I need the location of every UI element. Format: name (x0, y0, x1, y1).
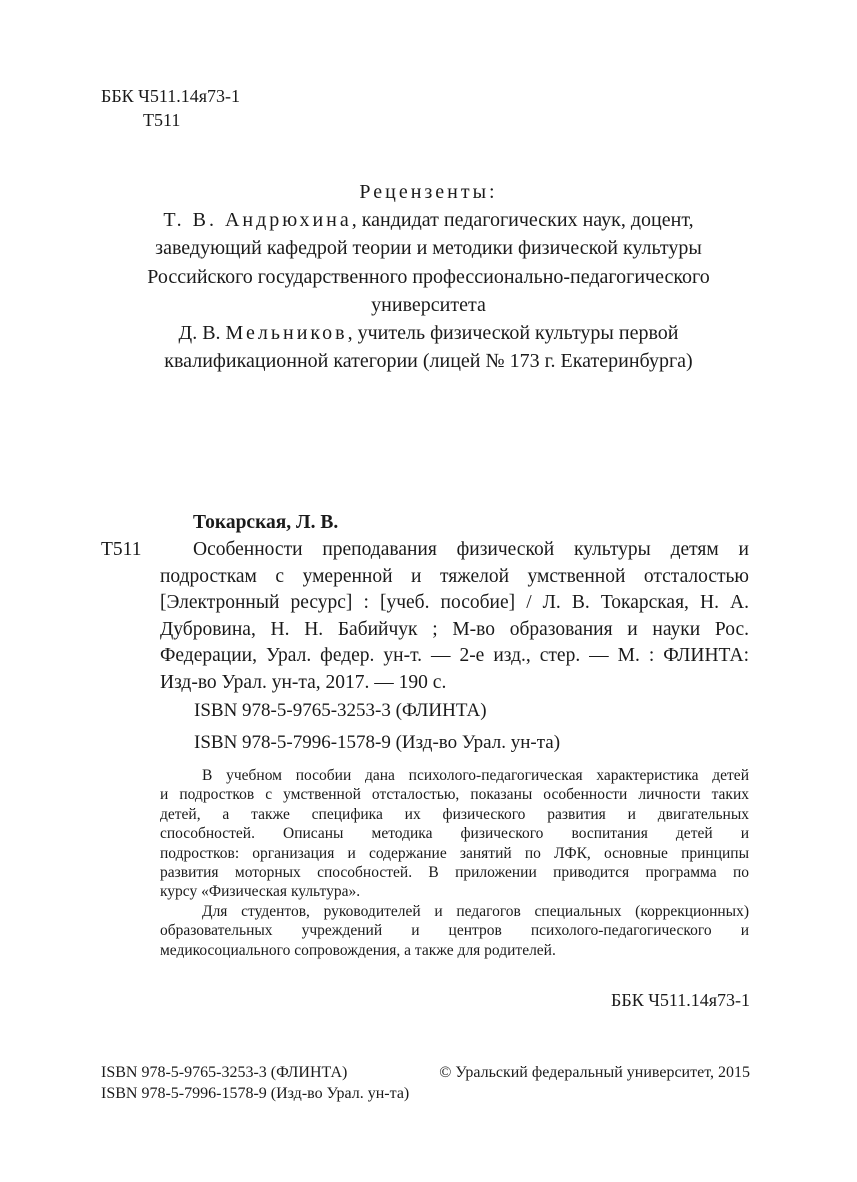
annotation-line: развития моторных способностей. В приложении приводится программа по (160, 864, 749, 882)
description-line: [Электронный ресурс] : [учеб. пособие] / Л. В. Токарская, Н. А. (160, 592, 749, 614)
reviewer-2-line-2: квалификационной категории (лицей № 173 г. Екатеринбурга) (164, 350, 693, 373)
annotation-line: и подростков с умственной отсталостью, показаны особенности личности таких (160, 786, 749, 804)
description-line: Особенности преподавания физической культуры детям и (193, 539, 749, 560)
description-line: подросткам с умеренной и тяжелой умственной отсталостью (160, 565, 749, 587)
reviewers-block (100, 178, 757, 375)
annotation-line: Для студентов, руководителей и педагогов специальных (коррекционных) (202, 902, 749, 920)
reviewer-2-line-1 (100, 319, 757, 347)
annotation-line: медикосоциального сопровождения, а также для родителей. (160, 941, 556, 959)
footer-isbn-block (101, 1062, 409, 1104)
annotation-line: способностей. Описаны методика физического воспитания детей и (160, 825, 749, 843)
bbk-classification-top: ББК Ч511.14я73-1 (101, 86, 240, 106)
description-line: Изд-во Урал. ун-та, 2017. — 190 с. (160, 671, 447, 693)
copyright-notice: © Уральский федеральный университет, 2015 (439, 1064, 750, 1081)
reviewer-1-line-1 (100, 206, 757, 234)
catalog-isbn-urfu: ISBN 978-5-7996-1578-9 (Изд-во Урал. ун-та) (194, 732, 561, 753)
reviewer-1-line-3: Российского государственного профессионально-педагогического (147, 265, 710, 288)
catalog-author: Токарская, Л. В. (193, 512, 339, 533)
description-line: Дубровина, Н. Н. Бабийчук ; М-во образования и науки Рос. (160, 618, 749, 640)
footer-isbn-urfu: ISBN 978-5-7996-1578-9 (Изд-во Урал. ун-та) (101, 1085, 410, 1102)
author-mark-top: Т511 (143, 110, 181, 130)
reviewer-1-line-4: университета (371, 293, 486, 316)
reviewer-1-name: Т. В. Андрюхина (163, 209, 352, 232)
reviewer-1-line-2: заведующий кафедрой теории и методики физической культуры (155, 237, 702, 260)
bbk-classification-bottom: ББК Ч511.14я73-1 (611, 990, 750, 1010)
reviewer-2-surname: Мельников (225, 322, 348, 345)
annotation-line: образовательных учреждений и центров психолого-педагогического и (160, 922, 749, 940)
annotation-line: подростков: организация и содержание занятий по ЛФК, основные принципы (160, 844, 749, 862)
catalog-isbn-flinta: ISBN 978-5-9765-3253-3 (ФЛИНТА) (194, 700, 487, 721)
reviewer-2-initials: Д. В. (178, 322, 226, 345)
catalog-description (160, 537, 749, 697)
annotation-line: В учебном пособии дана психолого-педагогическая характеристика детей (202, 767, 749, 784)
reviewer-1-title: , кандидат педагогических наук, доцент, (351, 209, 694, 232)
reviewers-heading: Рецензенты: (359, 181, 498, 203)
description-line: Федерации, Урал. федер. ун-т. — 2-е изд., стер. — М. : ФЛИНТА: (160, 645, 749, 667)
reviewer-2-title: , учитель физической культуры первой (347, 322, 679, 345)
catalog-author-mark: Т511 (101, 539, 142, 560)
annotation-line: курсу «Физическая культура». (160, 883, 361, 901)
footer-isbn-flinta: ISBN 978-5-9765-3253-3 (ФЛИНТА) (101, 1064, 348, 1081)
annotation-line: детей, а также специфика их физического развития и двигательных (160, 805, 749, 823)
annotation (160, 766, 749, 960)
